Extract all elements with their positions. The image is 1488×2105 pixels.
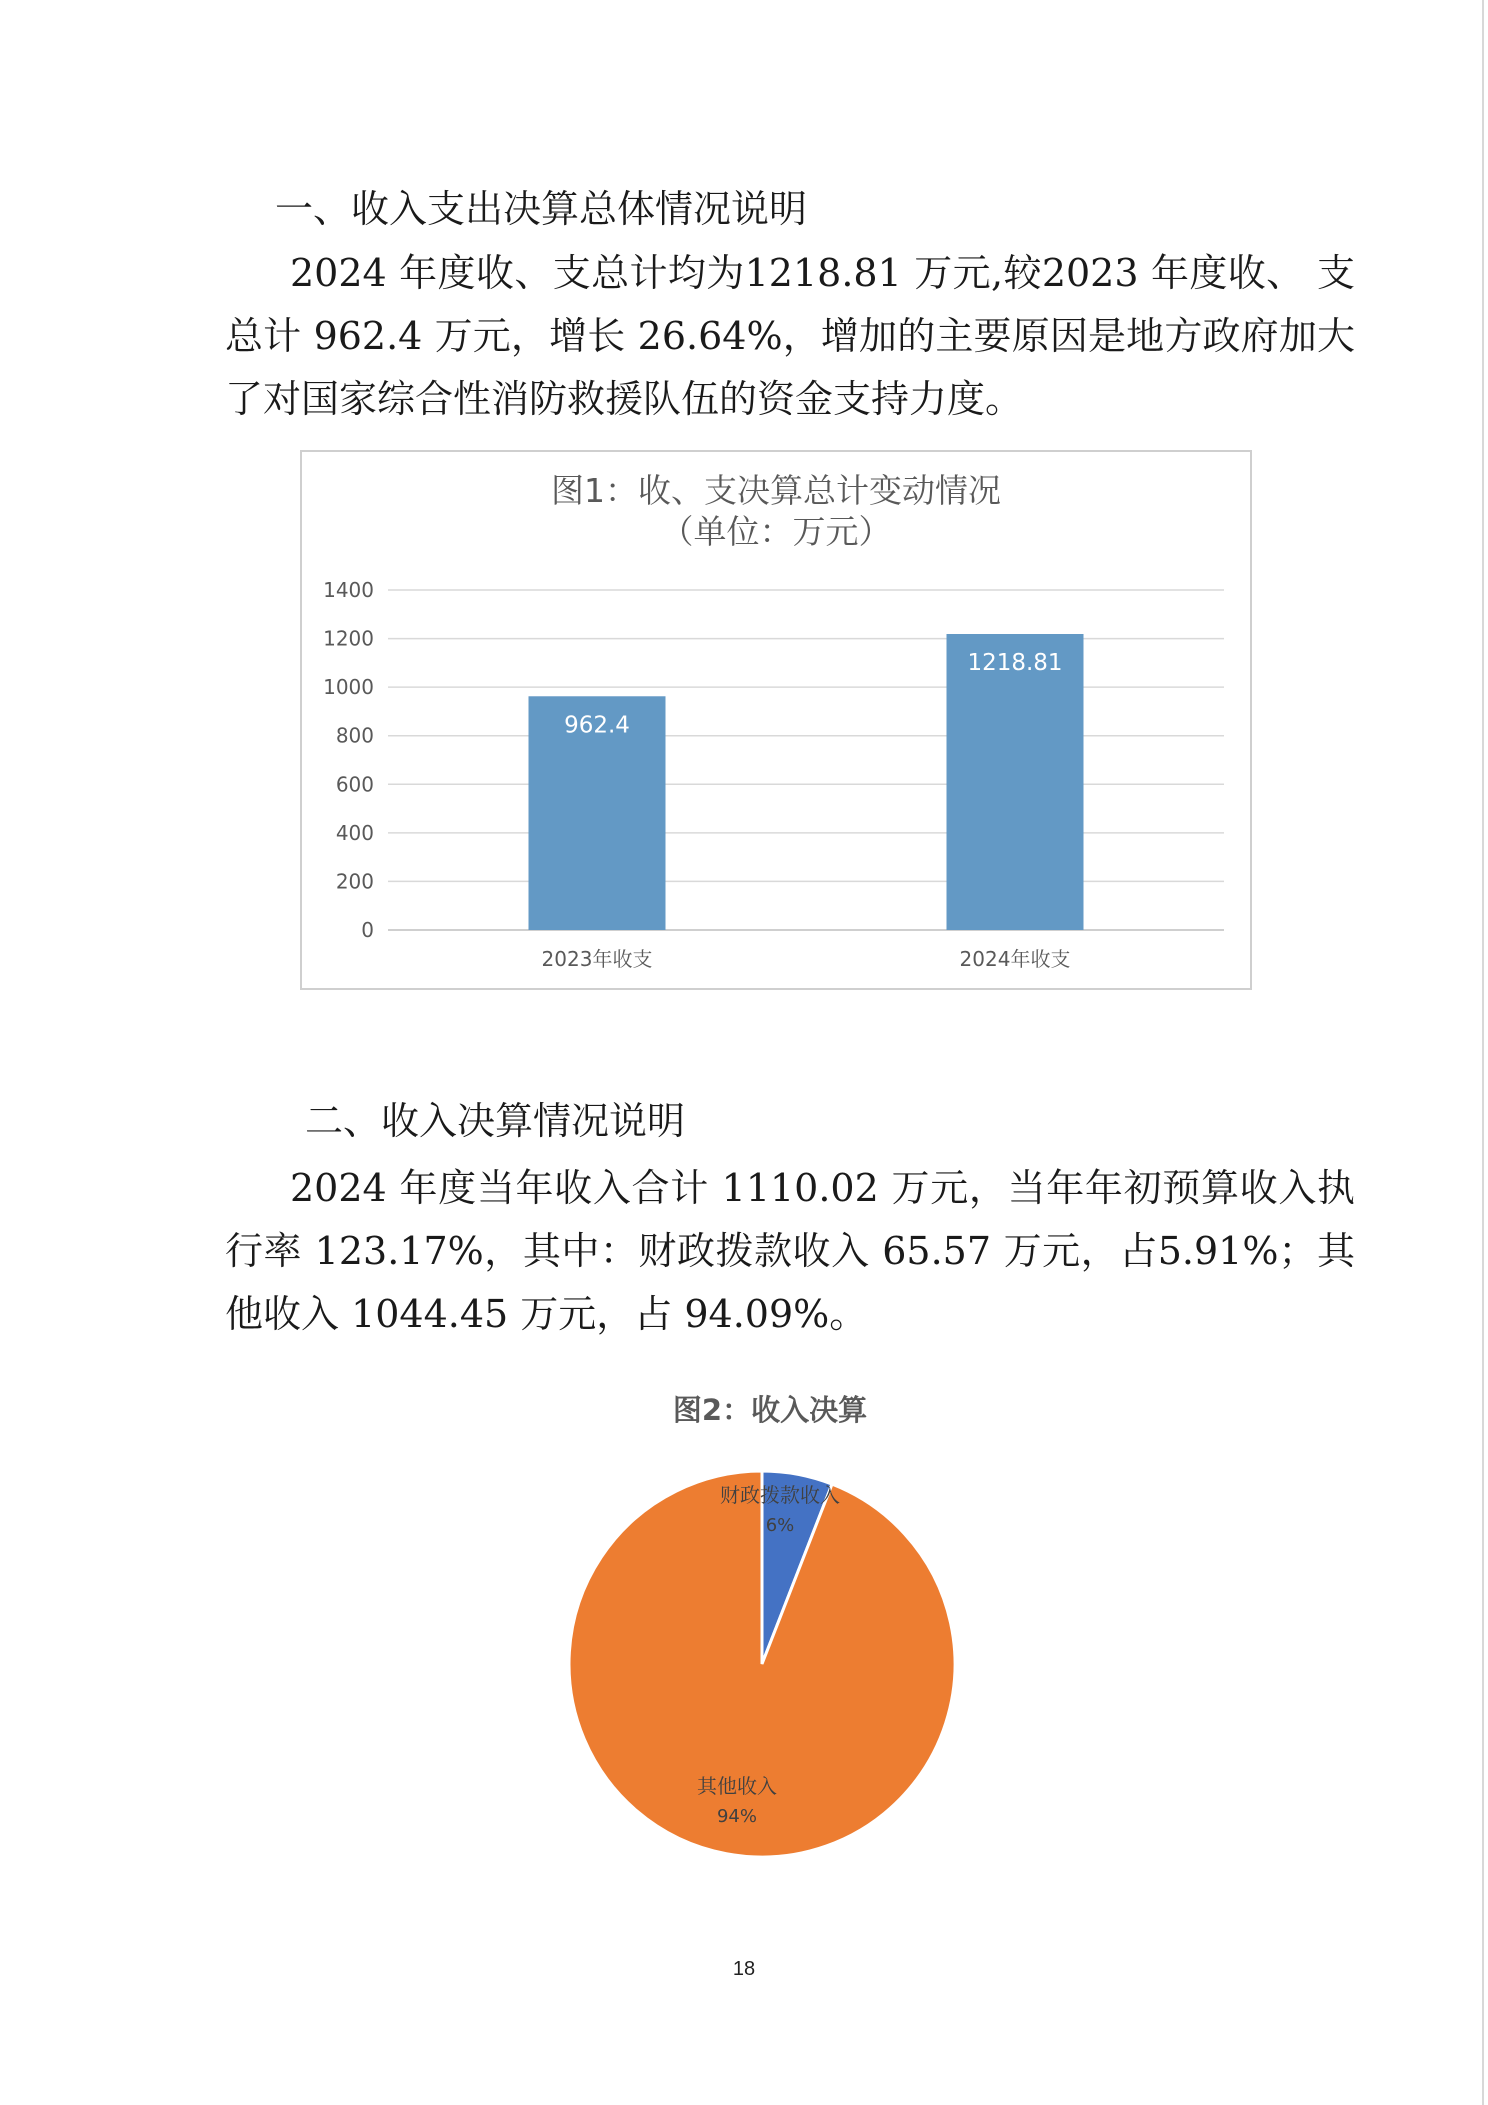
bar-chart-frame (300, 450, 1252, 990)
x-category-label: 2024年收支 (959, 947, 1071, 971)
pie-slice-label: 其他收入 (697, 1774, 777, 1798)
pie-chart (520, 1385, 1040, 1885)
y-tick-label: 800 (335, 723, 374, 748)
bar (947, 634, 1084, 930)
pie-slice-percent: 6% (765, 1515, 795, 1536)
x-category-label: 2023年收支 (541, 947, 653, 971)
y-tick-label: 600 (335, 772, 374, 797)
pie-title: 图2：收入决算 (672, 1393, 868, 1427)
y-tick-label: 1400 (323, 578, 374, 602)
pie-slice (569, 1471, 955, 1857)
bar-data-label: 1218.81 (967, 650, 1063, 677)
y-tick-label: 0 (361, 918, 374, 942)
section1-heading: 一、收入支出决算总体情况说明 (275, 187, 808, 231)
chart-title: 图1：收、支决算总计变动情况 (551, 471, 1001, 510)
section2-heading: 二、收入决算情况说明 (305, 1099, 686, 1143)
bar-data-label: 962.4 (564, 712, 630, 739)
pie-chart-container (520, 1385, 1040, 1885)
y-tick-label: 1200 (323, 626, 374, 651)
chart-subtitle: （单位：万元） (660, 512, 892, 551)
y-tick-label: 400 (335, 820, 374, 845)
pie-slice-percent: 94% (716, 1806, 758, 1827)
section2-paragraph: 2024 年度当年收入合计 1110.02 万元，当年年初预算收入执行率 123.17%，其中：财政拨款收入 65.57 万元，占5.91%；其他收入 1044.45 万元，占 94.09%。 (225, 1166, 1355, 1336)
y-tick-label: 200 (335, 869, 374, 894)
bar-chart (302, 452, 1250, 988)
y-tick-label: 1000 (323, 675, 374, 700)
page-edge-line (1482, 0, 1484, 2105)
page-number: 18 (732, 1958, 756, 1980)
pie-slice-label: 财政拨款收入 (720, 1483, 840, 1507)
section1-paragraph: 2024 年度收、支总计均为1218.81 万元,较2023 年度收、 支总计 962.4 万元，增长 26.64%，增加的主要原因是地方政府加大了对国家综合性消防救援队伍的资金支持力度。 (225, 251, 1355, 421)
